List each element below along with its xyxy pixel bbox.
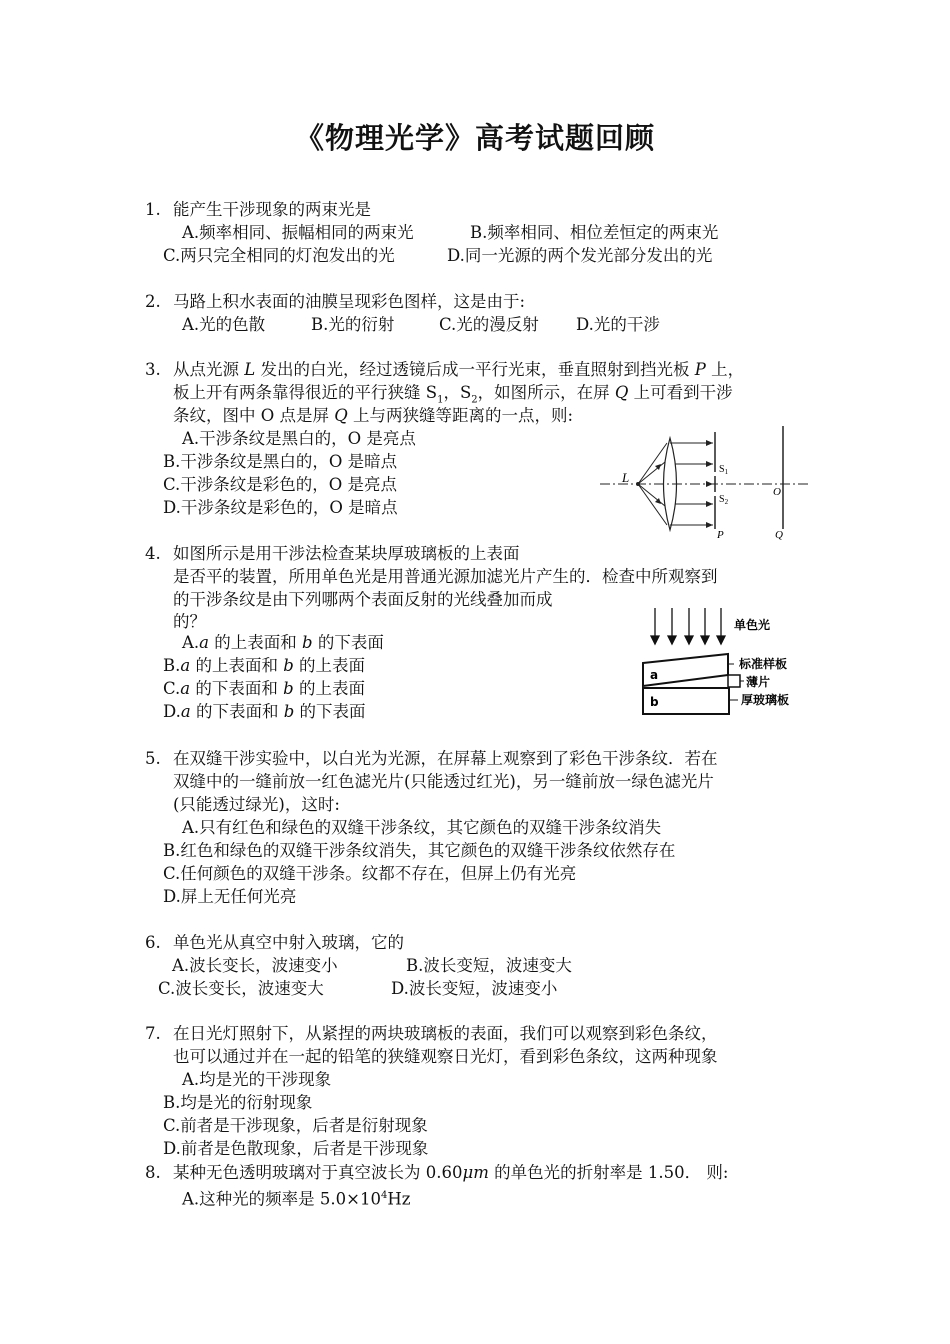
label-monochromatic-light: 单色光 — [734, 618, 771, 632]
option-b: B.频率相同、相位差恒定的两束光 — [470, 223, 719, 242]
option-d: D.屏上无任何光亮 — [163, 887, 297, 906]
option-b: B.均是光的衍射现象 — [163, 1093, 313, 1112]
question-number: 2. — [145, 292, 161, 311]
question-number: 8. — [145, 1163, 161, 1182]
question-stem-line-2: 是否平的装置，所用单色光是用普通光源加滤光片产生的．检查中所观察到 — [173, 567, 718, 586]
question-stem-line-3: 条纹，图中 O 点是屏 Q 上与两狭缝等距离的一点，则: — [173, 406, 574, 425]
question-stem-line-1: 如图所示是用干涉法检查某块厚玻璃板的上表面 — [173, 544, 520, 563]
option-c: C.波长变长，波速变大 — [158, 979, 324, 998]
question-stem-line-4: 的？ — [173, 612, 206, 631]
option-a: A.干涉条纹是黑白的，O 是亮点 — [182, 429, 416, 448]
option-d: D.前者是色散现象，后者是干涉现象 — [163, 1139, 429, 1158]
label-thin-sheet: 薄片 — [746, 675, 771, 689]
option-d: D.干涉条纹是彩色的，O 是暗点 — [163, 498, 398, 517]
label-b: b — [650, 695, 659, 709]
question-number: 7. — [145, 1024, 161, 1043]
question-number: 3. — [145, 360, 161, 379]
question-stem: 能产生干涉现象的两束光是 — [173, 200, 371, 219]
label-thick-glass: 厚玻璃板 — [741, 693, 790, 707]
option-b: B.a 的上表面和 b 的上表面 — [163, 656, 366, 675]
option-d: D.光的干涉 — [576, 315, 660, 334]
option-b: B.光的衍射 — [311, 315, 395, 334]
page-title: 《物理光学》高考试题回顾 — [294, 121, 655, 155]
question-stem: 单色光从真空中射入玻璃，它的 — [173, 933, 404, 952]
option-d: D.同一光源的两个发光部分发出的光 — [447, 246, 713, 265]
thin-film-figure — [638, 602, 818, 720]
option-c: C.a 的下表面和 b 的上表面 — [163, 679, 365, 698]
double-slit-figure — [595, 424, 815, 544]
label-standard-plate: 标准样板 — [739, 657, 788, 671]
option-c: C.两只完全相同的灯泡发出的光 — [163, 246, 395, 265]
question-stem-line-2: 双缝中的一缝前放一红色滤光片(只能透过红光)，另一缝前放一绿色滤光片 — [173, 772, 714, 791]
option-a: A.这种光的频率是 $5.0\times 10^4Hz$ — [182, 1189, 411, 1209]
option-b: B.红色和绿色的双缝干涉条纹消失，其它颜色的双缝干涉条纹依然存在 — [163, 841, 676, 860]
question-stem-line-2: 板上开有两条靠得很近的平行狭缝 $S_1$，$S_2$，如图所示，在屏 Q 上可看到干涉 — [173, 383, 733, 406]
label-a: a — [650, 668, 659, 682]
label-S1: $S_1$ — [719, 464, 729, 476]
question-stem-line-1: 在日光灯照射下，从紧捏的两块玻璃板的表面，我们可以观察到彩色条纹， — [173, 1024, 718, 1043]
question-stem-line-3: (只能透过绿光)，这时: — [173, 795, 340, 814]
label-Q: Q — [775, 529, 783, 541]
option-c: C.任何颜色的双缝干涉条。纹都不存在，但屏上仍有光亮 — [163, 864, 577, 883]
option-a: A.频率相同、振幅相同的两束光 — [182, 223, 414, 242]
option-a: A.波长变长，波速变小 — [172, 956, 338, 975]
question-stem-line-3: 的干涉条纹是由下列哪两个表面反射的光线叠加而成 — [173, 590, 553, 609]
option-a: A.均是光的干涉现象 — [182, 1070, 332, 1089]
option-a: A.光的色散 — [182, 315, 266, 334]
question-number: 5. — [145, 749, 161, 768]
option-b: B.波长变短，波速变大 — [406, 956, 572, 975]
question-number: 4. — [145, 544, 161, 563]
question-stem-line-1: 在双缝干涉实验中，以白光为光源，在屏幕上观察到了彩色干涉条纹．若在 — [173, 749, 718, 768]
label-O: O — [773, 486, 781, 498]
option-b: B.干涉条纹是黑白的，O 是暗点 — [163, 452, 398, 471]
question-stem: 某种无色透明玻璃对于真空波长为 0.60μm 的单色光的折射率是 1.50． 则: — [173, 1163, 729, 1182]
option-d: D.波长变短，波速变小 — [391, 979, 558, 998]
option-a: A.a 的上表面和 b 的下表面 — [182, 633, 384, 652]
label-L: L — [622, 470, 630, 485]
option-a: A.只有红色和绿色的双缝干涉条纹，其它颜色的双缝干涉条纹消失 — [182, 818, 662, 837]
question-stem: 马路上积水表面的油膜呈现彩色图样，这是由于: — [173, 292, 526, 311]
option-c: C.光的漫反射 — [439, 315, 539, 334]
label-S2: $S_2$ — [719, 494, 729, 506]
question-stem-line-2: 也可以通过并在一起的铅笔的狭缝观察日光灯，看到彩色条纹，这两种现象 — [173, 1047, 718, 1066]
question-number: 6. — [145, 933, 161, 952]
option-c: C.干涉条纹是彩色的，O 是亮点 — [163, 475, 398, 494]
question-number: 1. — [145, 200, 161, 219]
question-stem-line-1: 从点光源 L 发出的白光，经过透镜后成一平行光束，垂直照射到挡光板 P 上， — [173, 360, 745, 379]
option-d: D.a 的下表面和 b 的下表面 — [163, 702, 366, 721]
option-c: C.前者是干涉现象，后者是衍射现象 — [163, 1116, 428, 1135]
label-P: P — [717, 529, 724, 541]
